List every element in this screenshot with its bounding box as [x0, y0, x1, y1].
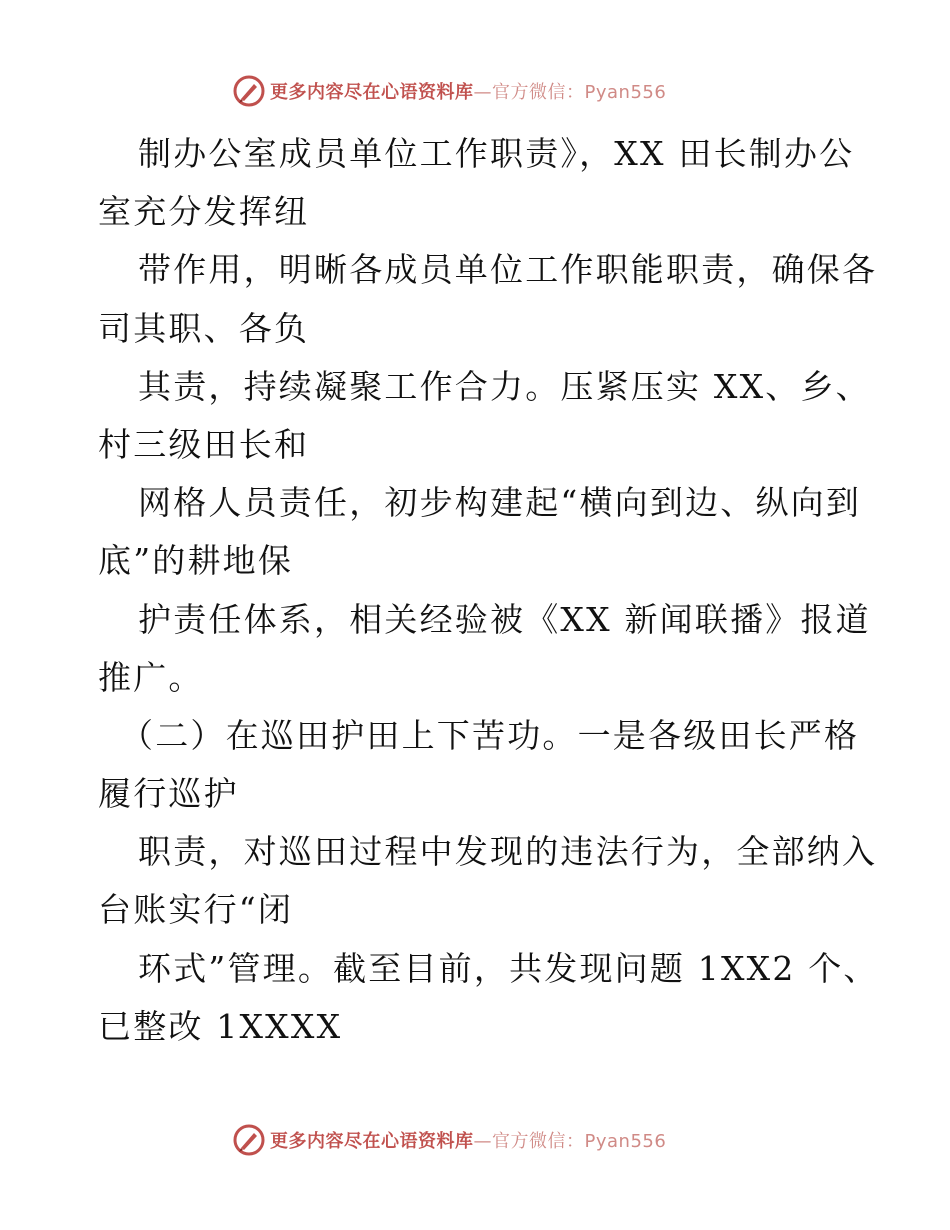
footer-watermark-banner: [232, 1121, 666, 1159]
body-line: 履行巡护: [98, 774, 239, 814]
body-line: 网格人员责任，初步构建起“横向到边、纵向到: [138, 483, 862, 523]
body-line: 台账实行“闭: [98, 890, 294, 930]
body-line: 底”的耕地保: [98, 541, 294, 581]
pen-logo-icon: [232, 1123, 266, 1157]
body-line: 护责任体系，相关经验被《XX 新闻联播》报道: [138, 599, 871, 639]
section-heading-line: （二）在巡田护田上下苦功。一是各级田长严格: [120, 715, 860, 755]
footer-separator: —: [473, 1131, 492, 1152]
body-line: 其责，持续凝聚工作合力。压紧压实 XX、乡、: [138, 366, 871, 406]
pen-logo-icon: [232, 74, 266, 108]
document-body: [98, 125, 879, 1056]
body-line: 已整改 1XXXX: [98, 1006, 343, 1046]
header-wechat-text: 官方微信：Pyan556: [492, 82, 667, 103]
footer-site-name: 更多内容尽在心语资料库: [270, 1131, 474, 1152]
footer-banner-text: [270, 1127, 666, 1153]
header-separator: —: [473, 82, 492, 103]
footer-wechat-text: 官方微信：Pyan556: [492, 1131, 667, 1152]
body-line: 带作用，明晰各成员单位工作职能职责，确保各: [138, 250, 878, 290]
header-site-name: 更多内容尽在心语资料库: [270, 82, 474, 103]
body-line: 职责，对巡田过程中发现的违法行为，全部纳入: [138, 832, 878, 872]
body-line: 环式”管理。截至目前，共发现问题 1XX2 个、: [138, 948, 879, 988]
body-line: 司其职、各负: [98, 308, 310, 348]
body-line: 推广。: [98, 657, 204, 697]
body-line: 制办公室成员单位工作职责》，XX 田长制办公: [138, 134, 855, 173]
body-line: 村三级田长和: [98, 424, 310, 464]
header-watermark-banner: [232, 72, 666, 110]
header-banner-text: [270, 78, 666, 104]
body-line: 室充分发挥纽: [98, 192, 310, 232]
